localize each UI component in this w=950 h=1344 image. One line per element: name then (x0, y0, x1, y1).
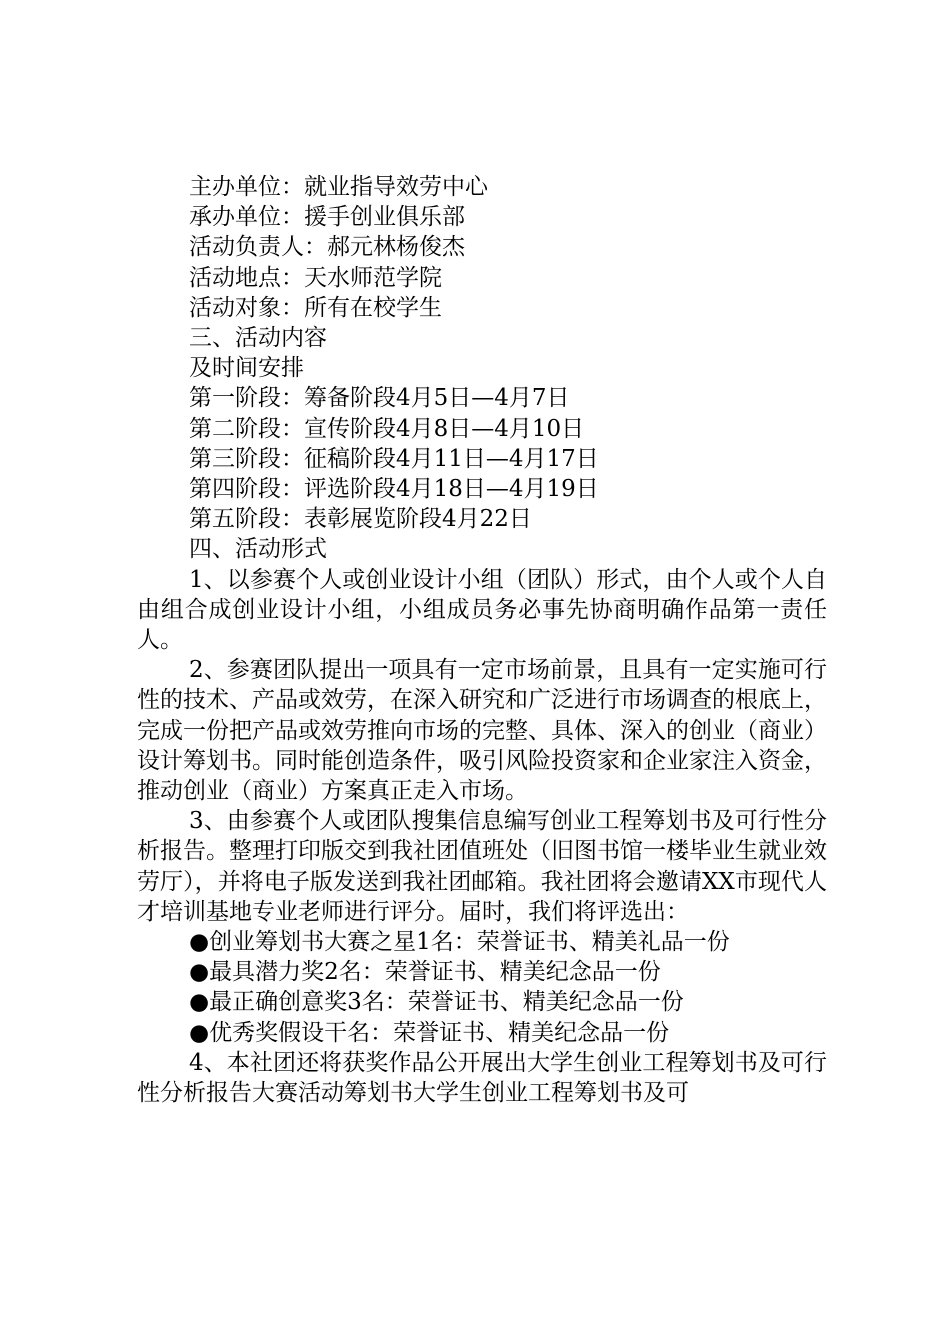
section3-subheading: 及时间安排 (189, 355, 304, 382)
stage-3: 第三阶段：征稿阶段4月11日—4月17日 (189, 445, 599, 472)
paragraph-4: 4、本社团还将获奖作品公开展出大学生创业工程筹划书及可行性分析报告大赛活动筹划书大学生创业工程筹划书及可 (137, 1049, 827, 1107)
award-1: ●创业筹划书大赛之星1名：荣誉证书、精美礼品一份 (189, 929, 730, 956)
stage-2: 第二阶段：宣传阶段4月8日—4月10日 (189, 415, 585, 442)
info-location: 活动地点：天水师范学院 (189, 264, 442, 291)
paragraph-1: 1、以参赛个人或创业设计小组（团队）形式，由个人或个人自由组合成创业设计小组，小组成员务必事先协商明确作品第一责任人。 (137, 566, 827, 654)
award-3: ●最正确创意奖3名：荣誉证书、精美纪念品一份 (189, 989, 684, 1016)
stage-1: 第一阶段：筹备阶段4月5日—4月7日 (189, 385, 570, 412)
info-audience: 活动对象：所有在校学生 (189, 294, 442, 321)
info-organizer: 主办单位：就业指导效劳中心 (189, 174, 488, 200)
award-4: ●优秀奖假设干名：荣誉证书、精美纪念品一份 (189, 1019, 670, 1046)
section3-heading: 三、活动内容 (189, 325, 327, 352)
stage-5: 第五阶段：表彰展览阶段4月22日 (189, 506, 532, 533)
document-page (137, 172, 827, 1108)
paragraph-3: 3、由参赛个人或团队搜集信息编写创业工程筹划书及可行性分析报告。整理打印版交到我社团值班处（旧图书馆一楼毕业生就业效劳厅），并将电子版发送到我社团邮箱。我社团将会邀请XX市现代人才培训基地专业老师进行评分。届时，我们将评选出： (137, 808, 827, 925)
award-2: ●最具潜力奖2名：荣誉证书、精美纪念品一份 (189, 959, 661, 986)
info-leader: 活动负责人：郝元林杨俊杰 (189, 234, 465, 261)
info-co-organizer: 承办单位：援手创业俱乐部 (189, 204, 465, 231)
section4-heading: 四、活动形式 (189, 536, 327, 563)
paragraph-2: 2、参赛团队提出一项具有一定市场前景，且具有一定实施可行性的技术、产品或效劳，在深入研究和广泛进行市场调查的根底上，完成一份把产品或效劳推向市场的完整、具体、深入的创业（商业）设计筹划书。同时能创造条件，吸引风险投资家和企业家注入资金，推动创业（商业）方案真正走入市场。 (137, 657, 827, 805)
stage-4: 第四阶段：评选阶段4月18日—4月19日 (189, 476, 599, 503)
